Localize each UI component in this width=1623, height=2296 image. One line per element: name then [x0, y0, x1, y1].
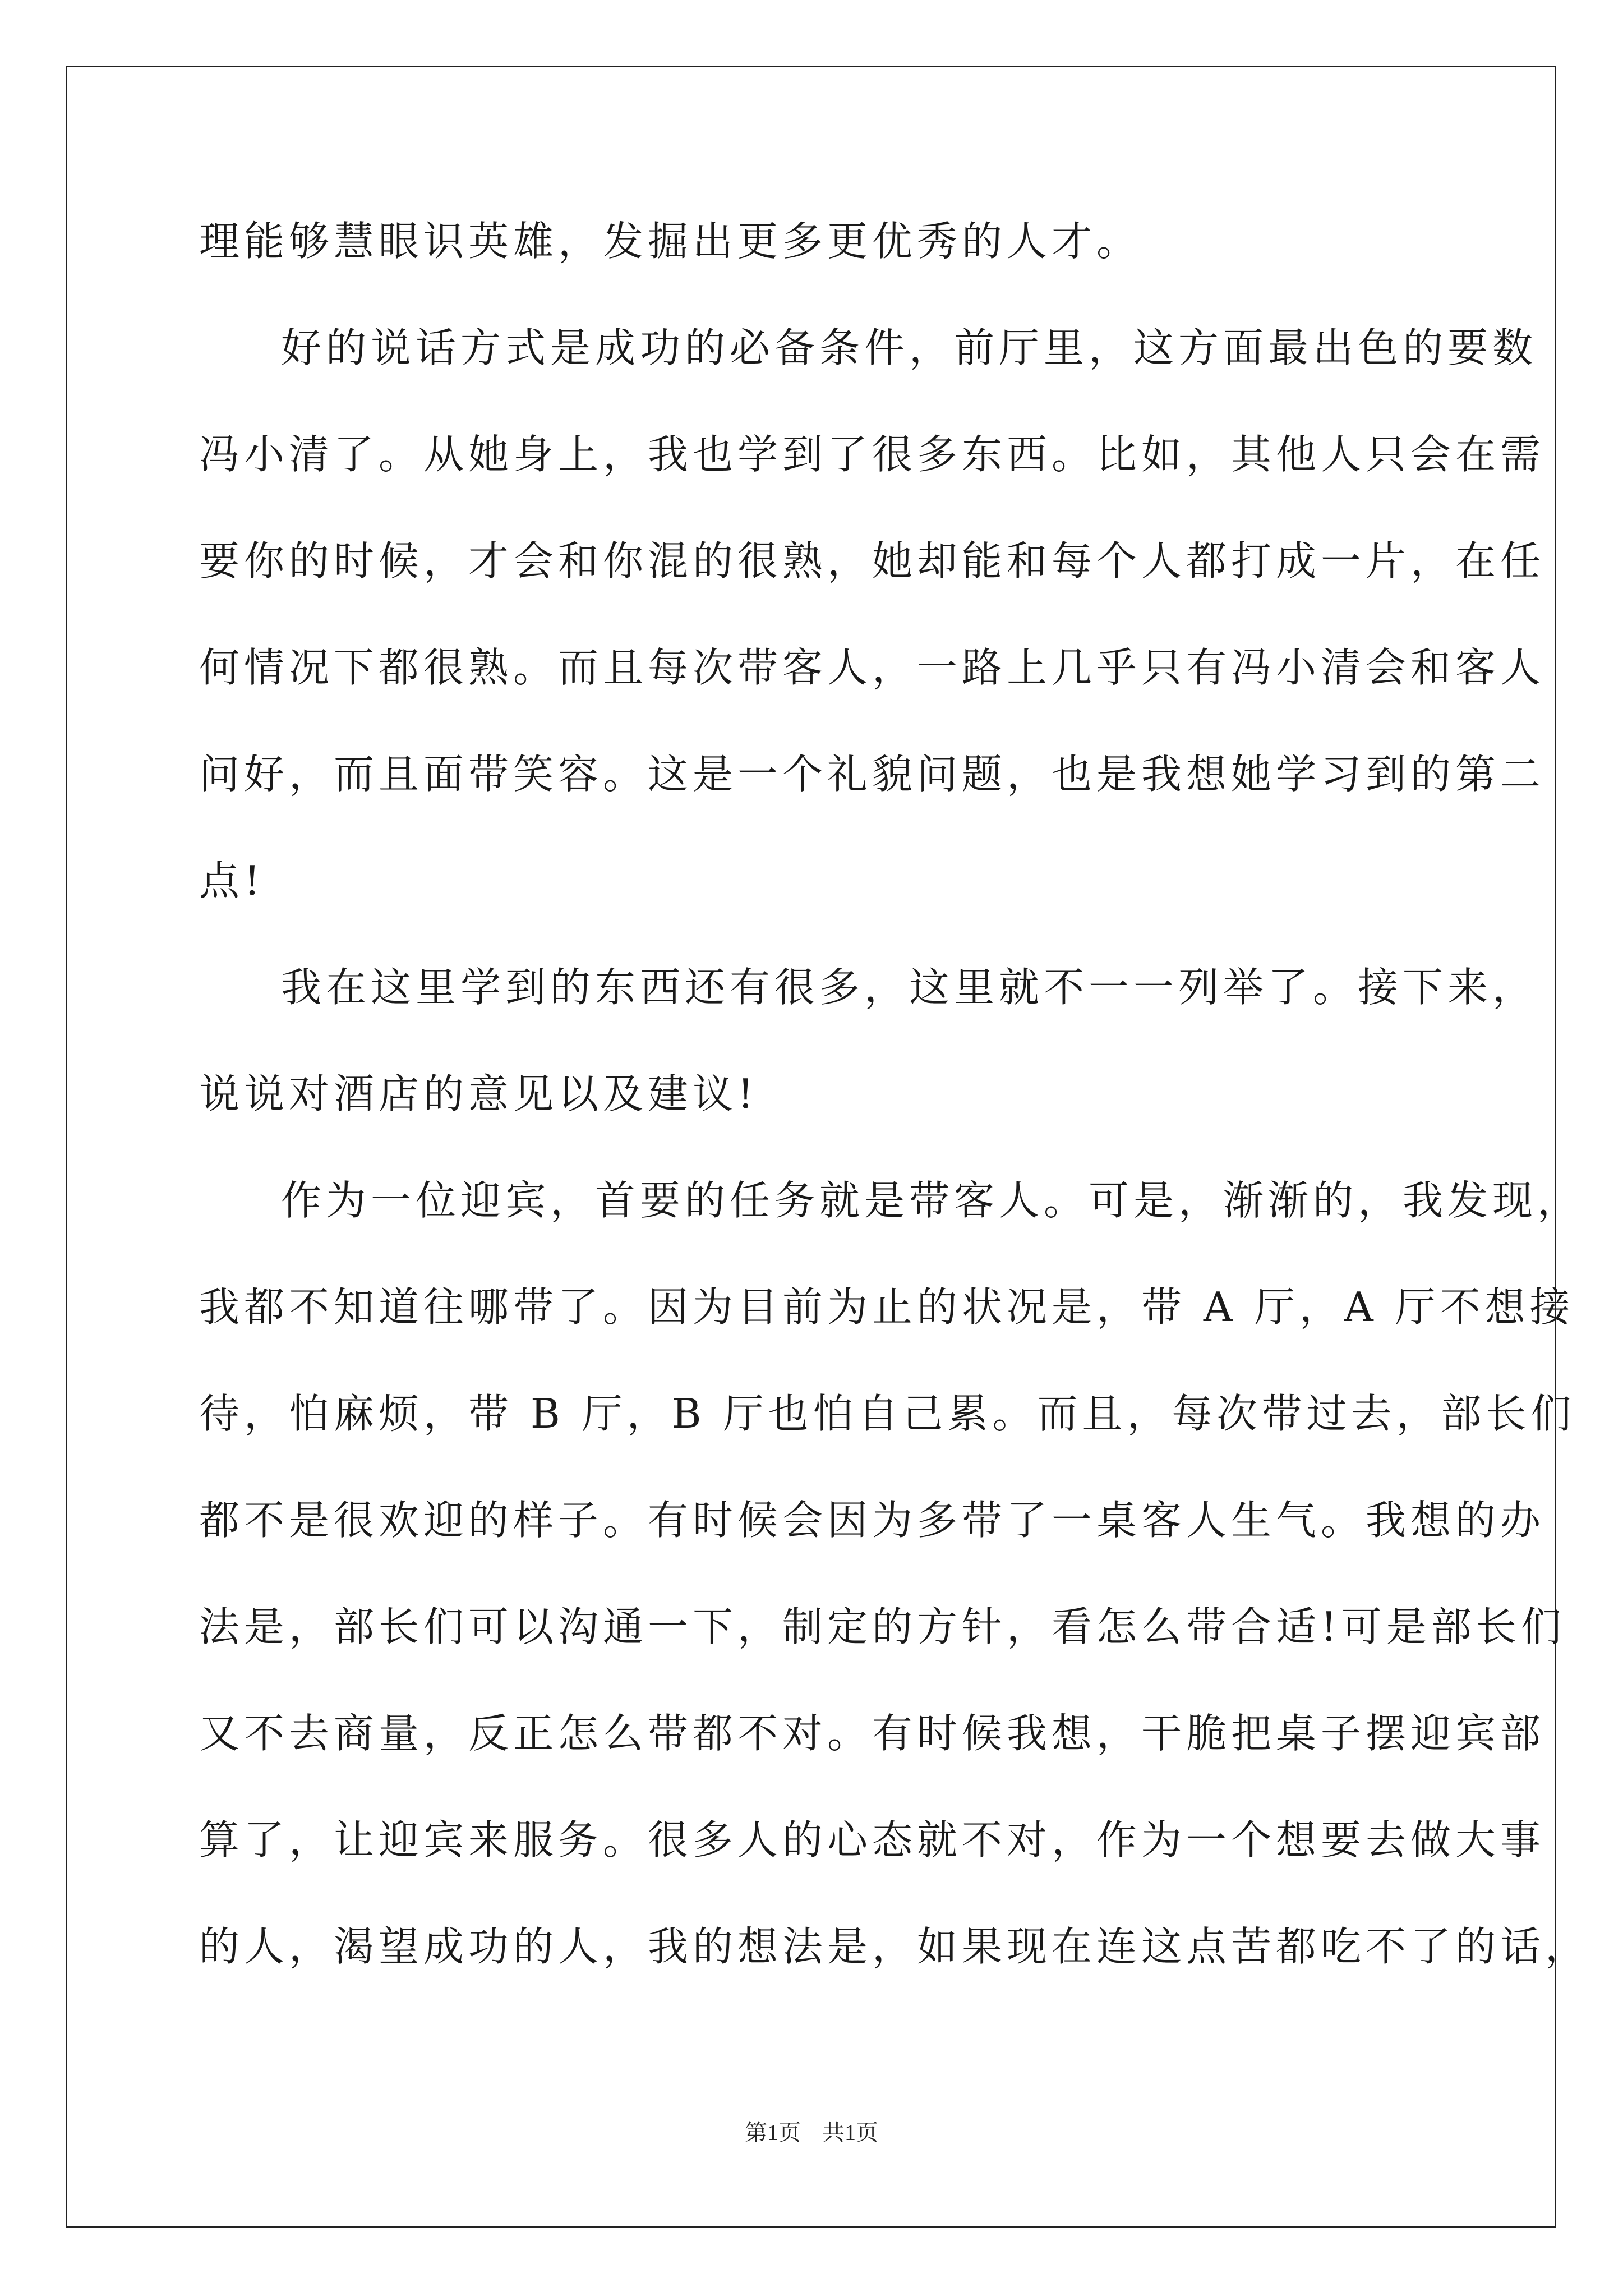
- text-line: 我都不知道往哪带了。因为目前为止的状况是，带 A 厅，A 厅不想接: [199, 1283, 1575, 1331]
- text-line: 都不是很欢迎的样子。有时候会因为多带了一桌客人生气。我想的办: [199, 1497, 1546, 1544]
- text-line: 我在这里学到的东西还有很多，这里就不一一列举了。接下来，: [281, 964, 1538, 1011]
- document-body: [199, 208, 1590, 2019]
- text-line: 理能够慧眼识英雄，发掘出更多更优秀的人才。: [199, 218, 1142, 265]
- text-line: 待，怕麻烦，带 B 厅，B 厅也怕自己累。而且，每次带过去，部长们: [199, 1390, 1576, 1437]
- text-line: 要你的时候，才会和你混的很熟，她却能和每个人都打成一片，在任: [199, 537, 1546, 585]
- text-line: 的人，渴望成功的人，我的想法是，如果现在连这点苦都吃不了的话，: [199, 1923, 1590, 1970]
- page-total: 共1页: [822, 2120, 878, 2145]
- text-line: 作为一位迎宾，首要的任务就是带客人。可是，渐渐的，我发现，: [281, 1177, 1583, 1224]
- text-line: 何情况下都很熟。而且每次带客人，一路上几乎只有冯小清会和客人: [199, 644, 1546, 691]
- text-line: 说说对酒店的意见以及建议!: [199, 1070, 758, 1117]
- text-line: 算了，让迎宾来服务。很多人的心态就不对，作为一个想要去做大事: [199, 1816, 1546, 1864]
- page-number: 第1页: [745, 2120, 801, 2145]
- text-line: 法是，部长们可以沟通一下，制定的方针，看怎么带合适!可是部长们: [199, 1603, 1566, 1650]
- text-line: 好的说话方式是成功的必备条件，前厅里，这方面最出色的要数: [281, 324, 1538, 371]
- text-line: 点!: [199, 857, 265, 904]
- text-line: 又不去商量，反正怎么带都不对。有时候我想，干脆把桌子摆迎宾部: [199, 1710, 1546, 1757]
- text-line: 冯小清了。从她身上，我也学到了很多东西。比如，其他人只会在需: [199, 431, 1546, 478]
- text-line: 问好，而且面带笑容。这是一个礼貌问题，也是我想她学习到的第二: [199, 751, 1546, 798]
- page-footer: [0, 2115, 1623, 2147]
